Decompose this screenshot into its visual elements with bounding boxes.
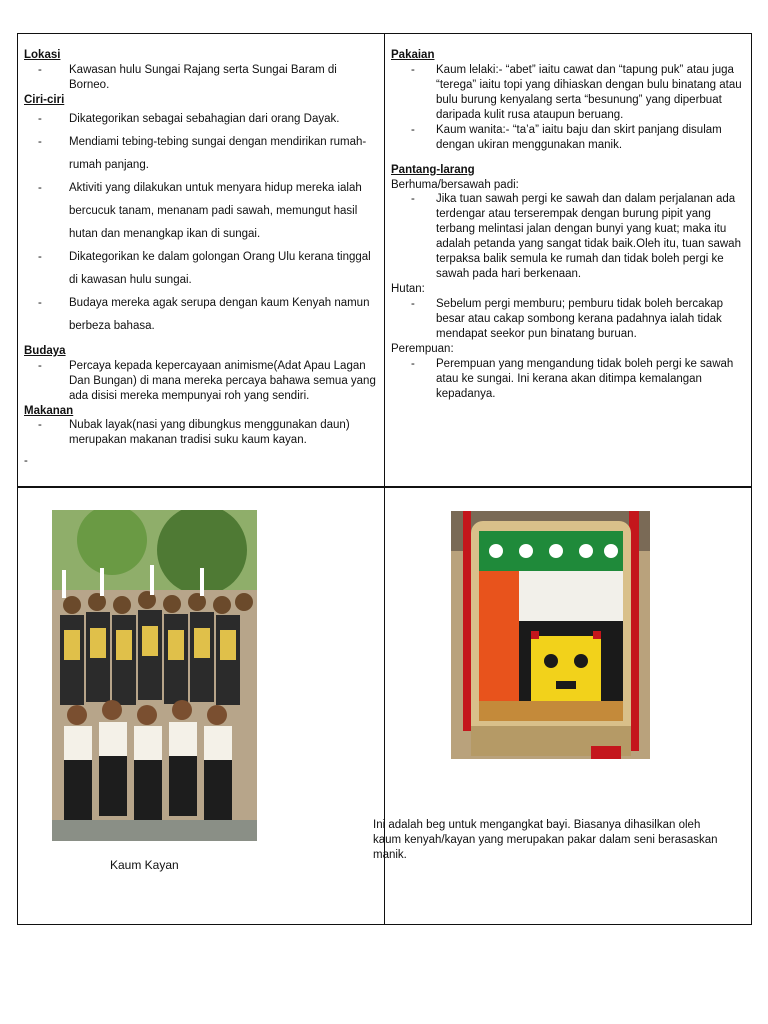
heading-makanan: Makanan xyxy=(24,404,74,417)
heading-budaya: Budaya xyxy=(24,344,66,357)
list-item: - Dikategorikan sebagai sebahagian dari orang Dayak. xyxy=(24,108,380,131)
label-perempuan: Perempuan: xyxy=(391,342,454,355)
list-hutan xyxy=(391,297,749,342)
list-item: - Percaya kepada kepercayaan animisme(Adat Apau Lagan Dan Bungan) di mana mereka percaya bahawa semua yang ada disisi mereka mempunyai roh yang sendiri. xyxy=(24,359,380,404)
list-item: - Jika tuan sawah pergi ke sawah dan dalam perjalanan ada terdengar atau terserempak dengan burung pipit yang terbang melintasi jalan dengan bunyi yang kuat; maka itu adalah petanda yang sangat tidak baik.Oleh itu, tuan sawah terpaksa balik semula ke rumah dan tidak boleh pergi ke sawah pada hari berkenaan. xyxy=(391,192,749,282)
list-item: - Dikategorikan ke dalam golongan Orang Ulu kerana tinggal di kawasan hulu sungai. xyxy=(24,246,380,292)
list-makanan xyxy=(24,418,380,448)
trailing-dash: - xyxy=(24,455,28,468)
list-item: - Mendiami tebing-tebing sungai dengan mendirikan rumah-rumah panjang. xyxy=(24,131,380,177)
baby-carrier-image xyxy=(451,511,650,774)
heading-ciri-ciri: Ciri-ciri xyxy=(24,93,65,106)
heading-lokasi: Lokasi xyxy=(24,49,61,61)
group-photo-image xyxy=(52,510,257,841)
list-ciri-ciri xyxy=(24,108,380,338)
list-item: - Sebelum pergi memburu; pemburu tidak boleh bercakap besar atau cakap sombong kerana padahnya ialah tidak mendapat seekor pun binatang buruan. xyxy=(391,297,749,342)
list-pakaian xyxy=(391,63,749,153)
label-hutan: Hutan: xyxy=(391,283,425,296)
list-item: - Aktiviti yang dilakukan untuk menyara hidup mereka ialah bercucuk tanam, menanam padi sawah, memungut hasil hutan dan menangkap ikan di sungai. xyxy=(24,177,380,246)
heading-pakaian: Pakaian xyxy=(391,49,435,61)
list-item: - Perempuan yang mengandung tidak boleh pergi ke sawah atau ke sungai. Ini kerana akan ditimpa kemalangan kepadanya. xyxy=(391,357,749,402)
list-item: - Budaya mereka agak serupa dengan kaum Kenyah namun berbeza bahasa. xyxy=(24,292,380,338)
list-item: - Nubak layak(nasi yang dibungkus menggunakan daun) merupakan makanan tradisi suku kaum kayan. xyxy=(24,418,380,448)
heading-pantang-larang: Pantang-larang xyxy=(391,163,475,176)
row-divider xyxy=(18,486,751,488)
column-divider xyxy=(384,34,385,924)
list-lokasi xyxy=(24,63,380,93)
caption-kaum-kayan: Kaum Kayan xyxy=(110,858,179,872)
cell-top-right xyxy=(391,48,749,402)
list-budaya xyxy=(24,359,380,404)
label-berhuma: Berhuma/bersawah padi: xyxy=(391,178,519,191)
list-item: - Kaum lelaki:- “abet” iaitu cawat dan “tapung puk” atau juga “terega” iaitu topi yang dihiaskan dengan bulu binatang atau bulu burung kenyalang serta “besunung” yang diperbuat daripada kulit rusa ataupun beruang. xyxy=(391,63,749,123)
list-item: - Kaum wanita:- “ta’a” iaitu baju dan skirt panjang disulam dengan ukiran menggunakan manik. xyxy=(391,123,749,153)
cell-top-left xyxy=(24,48,380,469)
list-berhuma xyxy=(391,192,749,282)
list-perempuan xyxy=(391,357,749,402)
caption-baby-carrier: Ini adalah beg untuk mengangkat bayi. Biasanya dihasilkan oleh kaum kenyah/kayan yang merupakan pakar dalam seni berasaskan manik. xyxy=(373,819,718,861)
list-item: - Kawasan hulu Sungai Rajang serta Sungai Baram di Borneo. xyxy=(24,63,380,93)
